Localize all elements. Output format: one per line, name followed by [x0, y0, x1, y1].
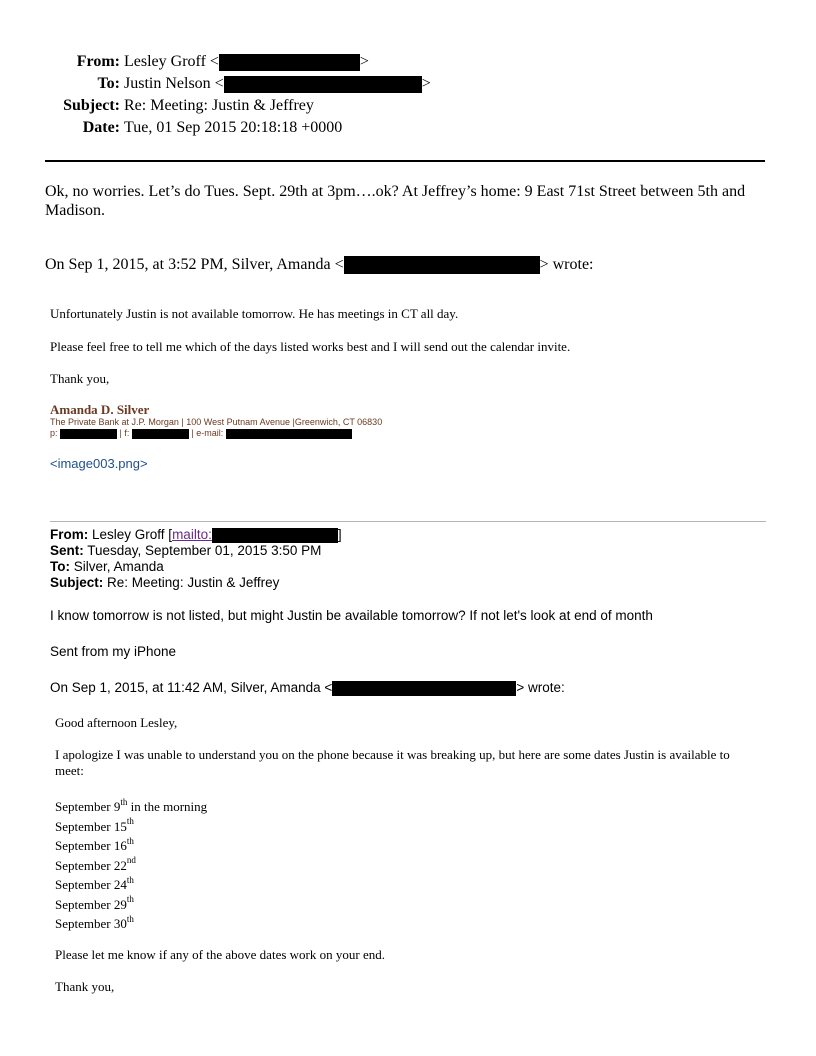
to-label: To:	[97, 75, 120, 92]
from-label: From:	[76, 53, 120, 70]
amanda-line-1: Unfortunately Justin is not available tomorrow. He has meetings in CT all day.	[50, 306, 459, 321]
fwd-from-label: From:	[50, 527, 89, 542]
date-item: September 15th	[55, 816, 134, 834]
quote-intro-wrote: > wrote:	[539, 256, 594, 273]
date-item: September 24th	[55, 874, 134, 892]
reply-body: Ok, no worries. Let’s do Tues. Sept. 29th at 3pm….ok? At Jeffrey’s home: 9 East 71st Street between 5th and Madison.	[45, 183, 746, 219]
image-attachment-ref[interactable]: <image003.png>	[50, 456, 148, 471]
email-label: | e-mail:	[191, 428, 224, 438]
header-to-row	[40, 73, 431, 95]
fwd-sent-row	[50, 543, 342, 559]
fwd-body: I know tomorrow is not listed, but might Justin be available tomorrow? If not let's look at end of month	[50, 608, 653, 623]
redacted-email	[332, 681, 516, 696]
email-header	[40, 51, 431, 139]
date-item: September 9th in the morning	[55, 796, 208, 814]
mailto-link[interactable]: mailto:	[172, 527, 212, 542]
forward-divider	[50, 521, 766, 522]
bracket-close: ]	[337, 527, 342, 542]
angle-close: >	[359, 53, 369, 70]
date-text: Tue, 01 Sep 2015 20:18:18 +0000	[124, 119, 343, 136]
header-subject-row	[40, 95, 431, 117]
amanda-line-2: Please feel free to tell me which of the days listed works best and I will send out the calendar invite.	[50, 339, 571, 354]
quote-intro-text: On Sep 1, 2015, at 3:52 PM, Silver, Amanda <	[45, 256, 344, 273]
fwd-subject-row	[50, 575, 342, 591]
fwd-quote-wrote: > wrote:	[516, 680, 565, 695]
redacted-email	[219, 54, 360, 71]
date-list	[55, 797, 207, 934]
redacted-fax	[132, 429, 189, 439]
header-from-row	[40, 51, 431, 73]
fwd-sent-label: Sent:	[50, 543, 84, 558]
sent-from-iphone: Sent from my iPhone	[50, 644, 177, 659]
date-item: September 29th	[55, 894, 134, 912]
fwd-from-name: Lesley Groff [	[92, 527, 173, 542]
amanda-line-3: Thank you,	[50, 371, 110, 386]
fwd-subject: Re: Meeting: Justin & Jeffrey	[107, 575, 280, 590]
date-item: September 22nd	[55, 855, 136, 873]
redacted-email	[226, 429, 352, 439]
date-item: September 30th	[55, 913, 134, 931]
earlier-body: I apologize I was unable to understand you on the phone because it was breaking up, but here are some dates Justin is available to meet:	[55, 747, 730, 778]
earlier-greeting: Good afternoon Lesley,	[55, 715, 178, 730]
redacted-email	[224, 76, 422, 93]
date-item: September 16th	[55, 835, 134, 853]
header-divider	[45, 160, 765, 162]
earlier-closing: Please let me know if any of the above dates work on your end.	[55, 947, 385, 962]
fwd-to-name: Silver, Amanda	[73, 559, 164, 574]
forwarded-header	[50, 527, 342, 591]
fax-label: | f:	[119, 428, 130, 438]
fwd-quote-intro	[50, 680, 565, 696]
header-date-row	[40, 117, 431, 139]
from-name: Lesley Groff <	[124, 53, 219, 70]
subject-text: Re: Meeting: Justin & Jeffrey	[124, 97, 314, 114]
signature-contact	[50, 428, 352, 439]
fwd-from-row	[50, 527, 342, 543]
redacted-phone	[60, 429, 117, 439]
subject-label: Subject:	[63, 97, 120, 114]
fwd-quote-text: On Sep 1, 2015, at 11:42 AM, Silver, Amanda <	[50, 680, 333, 695]
fwd-to-row	[50, 559, 342, 575]
earlier-thanks: Thank you,	[55, 979, 115, 994]
fwd-sent-date: Tuesday, September 01, 2015 3:50 PM	[87, 543, 322, 558]
redacted-email	[344, 256, 540, 274]
phone-label: p:	[50, 428, 58, 438]
to-name: Justin Nelson <	[124, 75, 224, 92]
redacted-email	[212, 528, 338, 543]
quote-intro	[45, 255, 594, 274]
angle-close: >	[421, 75, 431, 92]
date-label: Date:	[82, 119, 120, 136]
fwd-subject-label: Subject:	[50, 575, 104, 590]
signature-address: The Private Bank at J.P. Morgan | 100 West Putnam Avenue |Greenwich, CT 06830	[50, 417, 383, 427]
signature-name: Amanda D. Silver	[50, 402, 150, 417]
fwd-to-label: To:	[50, 559, 70, 574]
